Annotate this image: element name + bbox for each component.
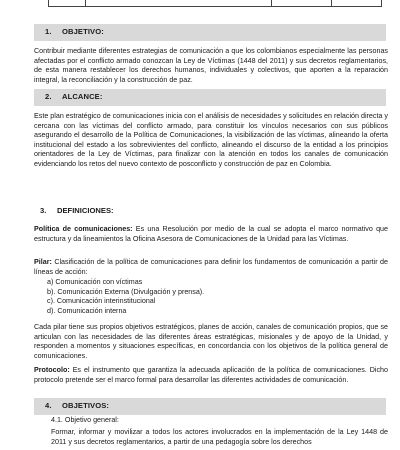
header-table-fragment xyxy=(48,0,382,7)
definition-pilar-text: Clasificación de la política de comunicaciones para definir los fundamentos de comunicación a partir de líneas de acción: xyxy=(34,258,388,276)
list-item: c). Comunicación interinstitucional xyxy=(47,297,156,306)
pilar-description: Cada pilar tiene sus propios objetivos estratégicos, planes de acción, canales de comunicación propios, que se articulan con las necesidades de las diferentes áreas estratégicas, misionales y de apoyo de la Unidad, y responden a momentos y situaciones específicas, en concordancia con los objetivos de la política general de comunicaciones. xyxy=(34,323,388,360)
section-title: ALCANCE: xyxy=(62,92,103,101)
definition-politica-text: Es una Resolución por medio de la cual se adopta el marco normativo que estructura y da lineamientos la Oficina Asesora de Comunicaciones de la Unidad para las Víctimas. xyxy=(34,225,389,243)
section-heading-objetivos xyxy=(34,398,386,415)
section-number: 4. xyxy=(45,401,52,410)
section-title: DEFINICIONES: xyxy=(57,206,114,215)
section-heading-alcance xyxy=(34,89,386,106)
definition-pilar xyxy=(34,258,388,277)
term-pilar: Pilar: xyxy=(34,258,52,266)
definition-protocolo-text: Es el instrumento que garantiza la adecuada aplicación de la política de comunicaciones. Dicho protocolo pretende ser el marco formal para desarrollar las diferentes actividades de comunicación. xyxy=(34,366,388,384)
section-title: OBJETIVO: xyxy=(62,27,104,36)
list-item: a) Comunicación con víctimas xyxy=(47,278,143,286)
list-item: b). Comunicación Externa (Divulgación y prensa). xyxy=(47,287,205,296)
term-protocolo: Protocolo: xyxy=(34,366,70,374)
definition-protocolo xyxy=(34,366,388,385)
section-title: OBJETIVOS: xyxy=(62,401,109,410)
section-heading-objetivo xyxy=(34,24,386,41)
pilar-list xyxy=(47,278,204,316)
objetivo-general-paragraph: Formar, informar y movilizar a todos los actores involucrados en la implementación de la Ley 1448 de 2011 y sus decretos reglamentarios, a partir de una pedagogía sobre los derechos xyxy=(51,428,388,446)
section-number: 3. xyxy=(40,206,47,215)
objetivo-paragraph: Contribuir mediante diferentes estrategias de comunicación a que los colombianos especialmente las personas afectadas por el conflicto armado conozcan la Ley de Víctimas (1448 del 2011) y sus decretos reglamentarios, de esta manera restablecer los derechos humanos, individuales y colectivos, que aporten a la reparación integral, la reconciliación y la construcción de paz. xyxy=(34,47,388,84)
section-number: 1. xyxy=(45,27,52,36)
alcance-paragraph: Este plan estratégico de comunicaciones inicia con el análisis de necesidades y solicitudes en relación directa y cercana con las víctimas del conflicto armado, para constituir los vínculos necesarios con sus públicos asegurando el desarrollo de la Política de Comunicaciones, la visibilización de las víctimas, alineando la oferta institucional del estado a los sobrevivientes del conflicto, alineando el discurso de la entidad a los principios orientadores de la Ley de Víctimas, para finalizar con la atención en todos los canales de comunicación evidenciando los retos del nuevo contexto de posconflicto y construcción de paz en Colombia. xyxy=(34,112,388,168)
definition-politica xyxy=(34,225,388,244)
section-heading-definiciones xyxy=(40,206,114,215)
subsection-heading-objetivo-general: 4.1. Objetivo general: xyxy=(51,416,119,424)
list-item: d). Comunicación interna xyxy=(47,306,127,315)
term-politica: Política de comunicaciones: xyxy=(34,225,133,233)
section-number: 2. xyxy=(45,92,52,101)
